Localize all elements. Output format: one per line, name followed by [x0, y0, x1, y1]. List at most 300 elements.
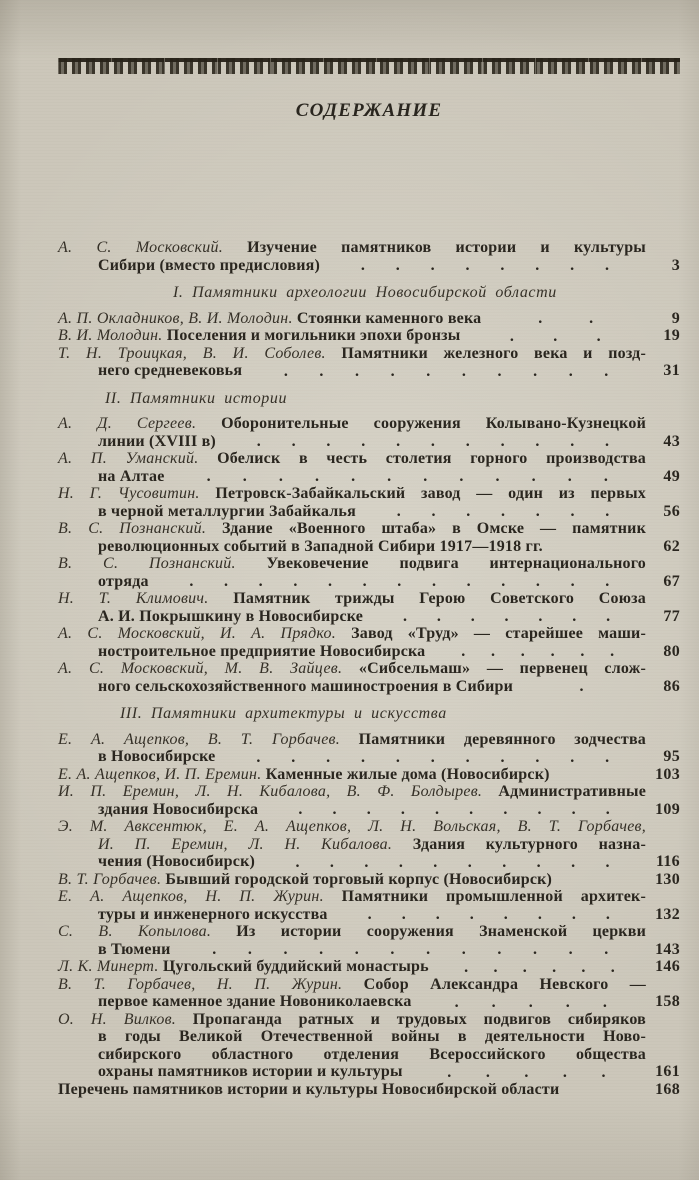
- leader-dot: .: [522, 958, 527, 976]
- toc-entry-line-text: [98, 433, 216, 451]
- leader-dot: .: [535, 573, 540, 590]
- toc-entry-line: [58, 976, 646, 994]
- leader-dot: .: [433, 853, 438, 871]
- leader-dot: .: [605, 433, 610, 450]
- toc-entry: [58, 310, 680, 328]
- leader-dot: .: [326, 748, 331, 766]
- leader-dot: .: [604, 362, 609, 380]
- leader-dot: .: [605, 801, 610, 818]
- dot-leader: [165, 468, 646, 486]
- leader-dot: .: [552, 958, 557, 976]
- toc-entry-text: [58, 871, 646, 889]
- entry-title: Цугольский буддийский монастырь: [158, 958, 429, 975]
- entry-title: ного сельскохозяйственного машиностроения в Сибири: [98, 677, 514, 695]
- leader-dot: .: [355, 362, 360, 380]
- leader-dot: .: [493, 958, 498, 976]
- leader-dot: .: [610, 643, 615, 660]
- leader-dot: .: [367, 906, 372, 923]
- entry-title: Собор Александра Невского —: [342, 975, 646, 993]
- toc-entry-line: [58, 485, 646, 503]
- entry-title: в годы Великой Отечественной войны в деятельности Ново-: [98, 1028, 646, 1045]
- toc-entry-line-text: [98, 573, 149, 591]
- leader-dot: .: [362, 573, 367, 590]
- leader-dot: .: [400, 801, 405, 818]
- toc-entry-line: [58, 468, 646, 486]
- entry-page-number: 130: [655, 870, 680, 888]
- leader-dot: .: [469, 906, 474, 923]
- leader-dot: .: [553, 327, 558, 345]
- toc-entry-line: [58, 993, 646, 1011]
- leader-dot: .: [291, 748, 296, 766]
- toc-entry-text: [58, 327, 646, 345]
- dot-leader: [171, 941, 646, 959]
- toc-entry-line-text: [98, 257, 320, 275]
- leader-dot: .: [212, 941, 217, 958]
- toc-entry-text: [58, 555, 646, 590]
- entry-authors: А. С. Московский.: [58, 239, 223, 256]
- leader-dot: .: [580, 643, 585, 660]
- toc-entry-line: [58, 660, 646, 678]
- leader-dot: .: [579, 678, 584, 695]
- leader-dot: .: [502, 853, 507, 871]
- entry-authors: О. Н. Вилков.: [58, 1010, 177, 1028]
- entry-page-number: 95: [663, 748, 680, 765]
- leader-dot: .: [366, 801, 371, 818]
- leader-dot: .: [535, 433, 540, 450]
- entry-title: Памятники промышленной архитек-: [323, 888, 646, 905]
- leader-dot: .: [332, 801, 337, 818]
- entry-title: Бывший городской торговый корпус (Новосибирск): [161, 870, 553, 888]
- entry-title: чения (Новосибирск): [98, 853, 256, 870]
- leader-dot: .: [430, 433, 435, 450]
- toc-entry-line-text: [58, 310, 481, 328]
- entry-title: туры и инженерного искусства: [98, 905, 328, 923]
- dot-leader: [258, 801, 646, 819]
- toc-entry-line-text: [58, 871, 552, 889]
- leader-dot: .: [206, 468, 211, 485]
- ornament-border: [58, 58, 680, 74]
- entry-title: первое каменное здание Новониколаевска: [98, 993, 412, 1010]
- entry-page-number: 49: [663, 467, 680, 485]
- leader-dot: .: [531, 468, 536, 485]
- toc-entry-text: [58, 660, 646, 695]
- dot-leader: [216, 433, 646, 451]
- section-heading: I. Памятники археологии Новосибирской области: [173, 284, 557, 301]
- toc-entry-line-text: [98, 468, 165, 486]
- toc-entry-text: [58, 345, 646, 380]
- leader-dot: .: [426, 941, 431, 958]
- dot-leader: [363, 608, 646, 626]
- leader-dot: .: [565, 993, 570, 1011]
- toc-entry-text: [58, 520, 646, 555]
- toc-entry-line: [58, 958, 646, 976]
- toc-entry-line: [58, 327, 646, 345]
- toc-entry: [58, 415, 680, 450]
- toc-entry-text: [58, 923, 646, 958]
- toc-entry-line: [58, 643, 646, 661]
- leader-dot: .: [603, 468, 608, 485]
- leader-dot: .: [447, 1063, 452, 1081]
- toc-entry: [58, 1011, 680, 1081]
- toc-entry-text: [58, 1011, 646, 1081]
- entry-title: Изучение памятников истории и культуры: [222, 239, 647, 256]
- toc-section: [58, 239, 680, 274]
- toc-entry-line-text: [98, 748, 215, 766]
- leader-dot: .: [495, 468, 500, 485]
- entry-title: Петровск-Забайкальский завод — один из первых: [199, 485, 646, 502]
- toc-entry: [58, 1081, 680, 1099]
- leader-dot: .: [395, 748, 400, 766]
- toc-entry-line: [58, 239, 646, 257]
- leader-dot: .: [402, 608, 407, 625]
- toc-entry-line: [58, 1046, 646, 1064]
- leader-dot: .: [364, 853, 369, 871]
- entry-authors: Н. Т. Климович.: [58, 590, 209, 607]
- entry-page-number: 62: [663, 537, 680, 555]
- toc-entry: [58, 958, 680, 976]
- toc-entry-line-text: [98, 362, 242, 380]
- leader-dot: .: [465, 257, 470, 274]
- leader-dot: .: [606, 608, 611, 625]
- toc-entry-line-text: [58, 327, 460, 345]
- leader-dot: .: [538, 310, 543, 327]
- toc-entry: [58, 450, 680, 485]
- entry-title: на Алтае: [98, 467, 165, 485]
- dot-leader: [543, 538, 646, 556]
- toc-entry: [58, 345, 680, 380]
- entry-page-number: 103: [655, 765, 680, 783]
- page-title: СОДЕРЖАНИЕ: [295, 100, 443, 121]
- leader-dot: .: [314, 468, 319, 485]
- toc-entry-line: [58, 538, 646, 556]
- leader-dot: .: [326, 433, 331, 450]
- entry-authors: А. П. Окладников, В. И. Молодин.: [58, 309, 293, 327]
- leader-dot: .: [538, 608, 543, 625]
- leader-dot: .: [298, 801, 303, 818]
- entry-page-number: 19: [663, 327, 680, 344]
- entry-page-number: 80: [663, 642, 680, 660]
- leader-dot: .: [466, 573, 471, 590]
- entry-title: охраны памятников истории и культуры: [98, 1063, 403, 1080]
- toc-entry: [58, 818, 680, 871]
- toc-entry: [58, 239, 680, 274]
- leader-dot: .: [461, 643, 466, 660]
- toc-entry-line: [58, 573, 646, 591]
- toc-entry-text: [58, 958, 646, 976]
- entry-title: здания Новосибирска: [98, 800, 259, 818]
- toc-entry-line-text: [58, 958, 429, 976]
- leader-dot: .: [503, 801, 508, 818]
- leader-dot: .: [602, 993, 607, 1011]
- toc-entry-line: [58, 345, 646, 363]
- leader-dot: .: [605, 906, 610, 923]
- toc-entry-line: [58, 766, 646, 784]
- leader-dot: .: [491, 993, 496, 1011]
- leader-dot: .: [535, 748, 540, 766]
- toc-entry-line-text: [98, 941, 171, 959]
- leader-dot: .: [395, 257, 400, 274]
- toc-entry-text: [58, 485, 646, 520]
- toc-entry-line-text: [98, 801, 258, 819]
- toc-entry-text: [58, 766, 646, 784]
- entry-page-number: 3: [671, 256, 680, 274]
- leader-dot: .: [430, 257, 435, 274]
- leader-dot: .: [426, 362, 431, 380]
- leader-dot: .: [293, 573, 298, 590]
- entry-page-number: 146: [655, 958, 680, 975]
- leader-dot: .: [537, 801, 542, 818]
- entry-page-number: 143: [655, 940, 680, 958]
- leader-dot: .: [605, 573, 610, 590]
- toc-entry-line: [58, 450, 646, 468]
- toc-entry-text: [58, 310, 646, 328]
- leader-dot: .: [610, 958, 615, 976]
- entry-authors: И. П. Еремин, Л. Н. Кибалова.: [98, 835, 393, 853]
- leader-dot: .: [398, 853, 403, 871]
- leader-dot: .: [596, 327, 601, 345]
- entry-authors: Н. Г. Чусовитин.: [58, 485, 200, 502]
- toc-entry: [58, 871, 680, 889]
- leader-dot: .: [319, 362, 324, 380]
- leader-dot: .: [435, 801, 440, 818]
- leader-dot: .: [470, 608, 475, 625]
- leader-dot: .: [605, 748, 610, 766]
- toc-entry-line: [58, 853, 646, 871]
- toc-entry-line: [58, 310, 646, 328]
- toc-entry-text: [58, 450, 646, 485]
- page-content: [58, 58, 680, 1098]
- toc-section: [58, 705, 680, 1098]
- entry-authors: В. С. Познанский.: [58, 520, 207, 537]
- leader-dot: .: [436, 608, 441, 625]
- toc-entry: [58, 888, 680, 923]
- toc-entry-line-text: [98, 608, 363, 626]
- entry-title: революционных событий в Западной Сибири 1917—1918 гг.: [98, 537, 543, 555]
- leader-dot: .: [535, 257, 540, 274]
- toc-entry: [58, 660, 680, 695]
- toc-entry-line: [58, 731, 646, 749]
- toc-entry-line: [58, 520, 646, 538]
- entry-title: Здание «Военного штаба» в Омске — памятник: [206, 520, 647, 537]
- entry-title: Обелиск в честь столетия горного производства: [198, 450, 647, 467]
- dot-leader: [550, 766, 646, 784]
- leader-dot: .: [604, 941, 609, 958]
- entry-authors: В. Т. Горбачев.: [58, 870, 162, 888]
- entry-page-number: 56: [663, 502, 680, 520]
- toc-entry-text: [58, 976, 646, 1011]
- entry-page-number: 161: [655, 1063, 680, 1080]
- toc-entry: [58, 976, 680, 1011]
- leader-dot: .: [319, 941, 324, 958]
- toc-entry-text: [58, 590, 646, 625]
- entry-title: Перечень памятников истории и культуры Новосибирской области: [58, 1080, 560, 1098]
- leader-dot: .: [570, 573, 575, 590]
- toc-entry-line-text: [98, 538, 543, 556]
- leader-dot: .: [256, 748, 261, 766]
- toc-entry-line: [58, 783, 646, 801]
- toc-entry-line: [58, 923, 646, 941]
- leader-dot: .: [533, 362, 538, 380]
- entry-authors: В. Т. Горбачев, Н. П. Журин.: [58, 975, 343, 993]
- entry-page-number: 168: [655, 1080, 680, 1098]
- entry-title: Оборонительные сооружения Колывано-Кузнецкой: [196, 415, 646, 432]
- leader-dot: .: [571, 906, 576, 923]
- leader-dot: .: [572, 608, 577, 625]
- toc-entry-line: [58, 748, 646, 766]
- leader-dot: .: [423, 468, 428, 485]
- toc-entry-line: [58, 836, 646, 854]
- leader-dot: .: [431, 573, 436, 590]
- dot-leader: [559, 1081, 646, 1099]
- leader-dot: .: [224, 573, 229, 590]
- leader-dot: .: [589, 310, 594, 327]
- toc-entry-line-text: [98, 853, 255, 871]
- entry-title: в Новосибирске: [98, 748, 216, 765]
- entry-page-number: 109: [655, 800, 680, 818]
- leader-dot: .: [256, 433, 261, 450]
- leader-dot: .: [354, 941, 359, 958]
- toc-entry-text: [58, 731, 646, 766]
- entry-title: Памятник трижды Герою Советского Союза: [208, 590, 646, 607]
- entry-authors: А. П. Уманский.: [58, 450, 199, 467]
- leader-dot: .: [568, 941, 573, 958]
- toc-entry-line-text: [98, 643, 425, 661]
- toc-entry-line: [58, 888, 646, 906]
- entry-title: сибирского областного отделения Всероссийского общества: [98, 1045, 646, 1063]
- dot-leader: [356, 503, 646, 521]
- leader-dot: .: [528, 993, 533, 1011]
- toc-entry-line-text: [98, 906, 328, 924]
- entry-page-number: 158: [655, 993, 680, 1010]
- entry-page-number: 116: [655, 853, 680, 870]
- toc-entry-line: [58, 906, 646, 924]
- entry-title: ностроительное предприятие Новосибирска: [98, 642, 426, 660]
- toc-entry: [58, 485, 680, 520]
- toc-entry-text: [58, 625, 646, 660]
- entry-title: Сибири (вместо предисловия): [98, 256, 320, 274]
- toc-entry-line: [58, 801, 646, 819]
- toc-entry-line-text: [58, 766, 550, 784]
- entry-title: линии (XVIII в): [98, 432, 216, 450]
- leader-dot: .: [258, 573, 263, 590]
- leader-dot: .: [571, 853, 576, 871]
- leader-dot: .: [278, 468, 283, 485]
- entry-authors: А. С. Московский, И. А. Прядко.: [58, 625, 337, 642]
- dot-leader: [215, 748, 646, 766]
- toc-entry-line: [58, 257, 646, 275]
- entry-page-number: 43: [663, 432, 680, 450]
- dot-leader: [460, 327, 646, 345]
- entry-page-number: 132: [655, 905, 680, 923]
- leader-dot: .: [605, 853, 610, 871]
- leader-dot: .: [536, 853, 541, 871]
- leader-dot: .: [568, 362, 573, 380]
- entry-page-number: 9: [671, 309, 680, 327]
- leader-dot: .: [327, 573, 332, 590]
- dot-leader: [412, 993, 646, 1011]
- entry-title: в Тюмени: [98, 940, 171, 958]
- toc-entry-line: [58, 941, 646, 959]
- entry-title: в черной металлургии Забайкалья: [98, 502, 356, 520]
- leader-dot: .: [396, 503, 401, 520]
- entry-page-number: 77: [663, 607, 680, 625]
- leader-dot: .: [570, 433, 575, 450]
- toc-entry-line: [58, 1081, 646, 1099]
- toc-section: [58, 284, 680, 380]
- toc-entry: [58, 766, 680, 784]
- dot-leader: [255, 853, 646, 871]
- leader-dot: .: [360, 748, 365, 766]
- toc-entry: [58, 327, 680, 345]
- leader-dot: .: [500, 503, 505, 520]
- dot-leader: [513, 678, 646, 696]
- entry-title: Из истории сооружения Знаменской церкви: [211, 923, 646, 940]
- dot-leader: [328, 906, 646, 924]
- leader-dot: .: [435, 906, 440, 923]
- leader-dot: .: [397, 573, 402, 590]
- entry-authors: Е. А. Ащепков, И. П. Еремин.: [58, 765, 262, 783]
- leader-dot: .: [431, 503, 436, 520]
- leader-dot: .: [283, 941, 288, 958]
- entry-title: «Сибсельмаш» — первенец слож-: [342, 660, 647, 677]
- leader-dot: .: [291, 433, 296, 450]
- entry-authors: В. С. Познанский.: [58, 555, 236, 572]
- entry-title: Увековечение подвига интернационального: [235, 555, 646, 572]
- leader-dot: .: [503, 906, 508, 923]
- leader-dot: .: [465, 433, 470, 450]
- toc-entry: [58, 783, 680, 818]
- toc-entry-line-text: [98, 503, 356, 521]
- toc-entry-line: [58, 555, 646, 573]
- toc-entry-line: [58, 871, 646, 889]
- leader-dot: .: [461, 941, 466, 958]
- entry-title: Административные: [482, 783, 647, 800]
- leader-dot: .: [567, 468, 572, 485]
- entry-title: отряда: [98, 572, 149, 590]
- entry-title: него средневековья: [98, 362, 243, 379]
- toc-entry-text: [58, 1081, 646, 1099]
- leader-dot: .: [605, 257, 609, 274]
- dot-leader: [149, 573, 646, 591]
- entry-authors: Т. Н. Троицкая, В. И. Соболев.: [58, 344, 326, 362]
- toc-entry-line: [58, 590, 646, 608]
- leader-dot: .: [571, 801, 576, 818]
- entry-authors: Е. А. Ащепков, Н. П. Журин.: [58, 888, 324, 905]
- entry-authors: А. Д. Сергеев.: [58, 415, 197, 432]
- leader-dot: .: [461, 362, 466, 380]
- toc-entry-line: [58, 1011, 646, 1029]
- entry-authors: И. П. Еремин, Л. Н. Кибалова, В. Ф. Болдырев.: [58, 783, 483, 800]
- toc-entry-line: [58, 625, 646, 643]
- entry-title: Каменные жилые дома (Новосибирск): [261, 765, 550, 783]
- entry-title: Завод «Труд» — старейшее маши-: [336, 625, 646, 642]
- entry-title: Памятники деревянного зодчества: [340, 730, 646, 748]
- toc-entry-line: [58, 362, 646, 380]
- leader-dot: .: [500, 748, 505, 766]
- leader-dot: .: [390, 362, 395, 380]
- entry-authors: Л. К. Минерт.: [58, 958, 159, 975]
- dot-leader: [320, 257, 646, 275]
- leader-dot: .: [351, 468, 356, 485]
- entry-title: А. И. Покрышкину в Новосибирске: [98, 607, 364, 625]
- leader-dot: .: [464, 958, 469, 976]
- toc-entry: [58, 590, 680, 625]
- toc-entry-line: [58, 503, 646, 521]
- leader-dot: .: [242, 468, 247, 485]
- toc-entry-line: [58, 1028, 646, 1046]
- leader-dot: .: [520, 643, 525, 660]
- toc-section: [58, 390, 680, 696]
